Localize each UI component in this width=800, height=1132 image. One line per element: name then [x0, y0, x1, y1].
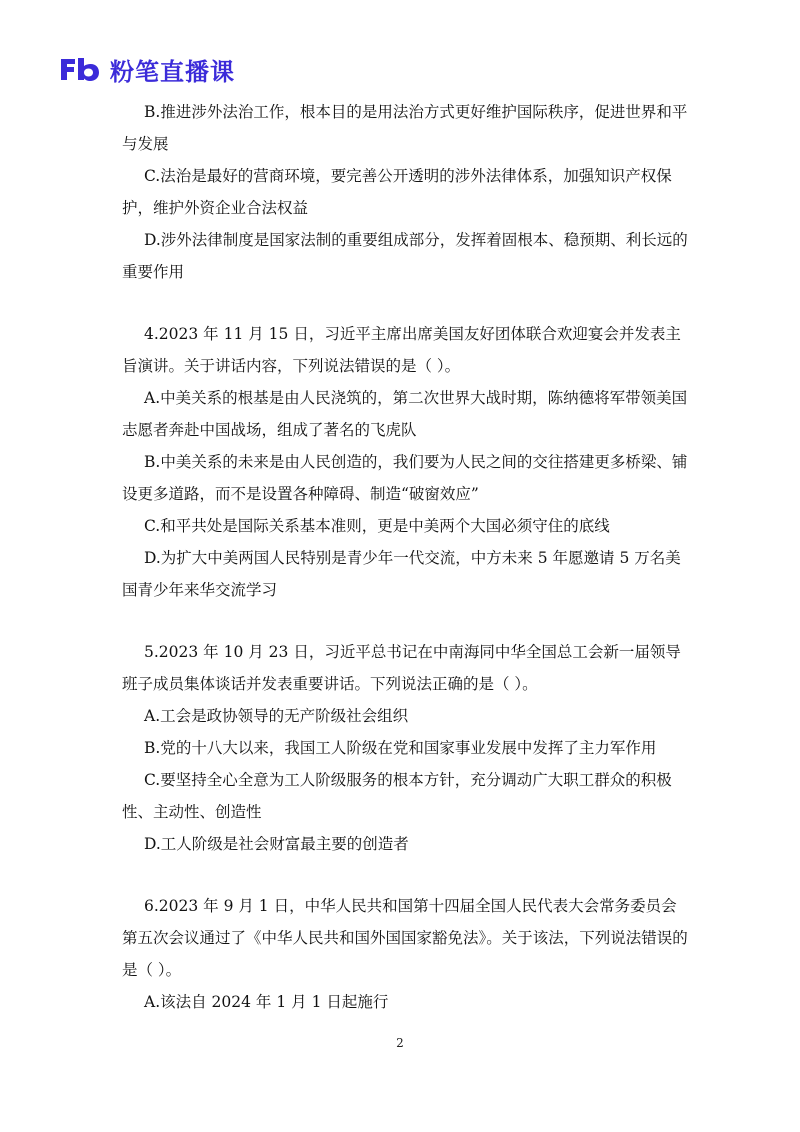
option-b: B.推进涉外法治工作，根本目的是用法治方式更好维护国际秩序，促进世界和平与发展 — [122, 103, 688, 153]
document-body — [122, 96, 692, 1018]
option-d: D.涉外法律制度是国家法制的重要组成部分，发挥着固根本、稳预期、利长远的重要作用 — [122, 231, 688, 281]
option-c: C.法治是最好的营商环境，要完善公开透明的涉外法律体系，加强知识产权保护，维护外资企业合法权益 — [122, 167, 672, 217]
question-3-continued — [122, 96, 692, 288]
brand-name: 粉笔直播课 — [110, 57, 235, 86]
option-d: D.为扩大中美两国人民特别是青少年一代交流，中方未来 5 年愿邀请 5 万名美国青少年来华交流学习 — [122, 549, 681, 599]
option-b: B.中美关系的未来是由人民创造的，我们要为人民之间的交往搭建更多桥梁、铺设更多道路，而不是设置各种障碍、制造“破窗效应” — [122, 453, 688, 503]
option-a: A.中美关系的根基是由人民浇筑的，第二次世界大战时期，陈纳德将军带领美国志愿者奔赴中国战场，组成了著名的飞虎队 — [122, 389, 688, 439]
option-a: A.工会是政协领导的无产阶级社会组织 — [144, 707, 409, 725]
option-c: C.和平共处是国际关系基本准则，更是中美两个大国必须守住的底线 — [144, 517, 610, 535]
option-c: C.要坚持全心全意为工人阶级服务的根本方针，充分调动广大职工群众的积极性、主动性、创造性 — [122, 771, 672, 821]
option-d: D.工人阶级是社会财富最主要的创造者 — [144, 835, 409, 853]
question-stem: 4.2023 年 11 月 15 日，习近平主席出席美国友好团体联合欢迎宴会并发表主旨演讲。关于讲话内容，下列说法错误的是（ ）。 — [122, 325, 681, 375]
question-6 — [122, 890, 692, 1018]
page-number: 2 — [396, 1036, 404, 1050]
question-stem: 5.2023 年 10 月 23 日，习近平总书记在中南海同中华全国总工会新一届领导班子成员集体谈话并发表重要讲话。下列说法正确的是（ ）。 — [122, 643, 681, 693]
fb-logo-icon — [58, 55, 102, 83]
page-header — [58, 52, 235, 86]
question-4 — [122, 318, 692, 606]
option-a: A.该法自 2024 年 1 月 1 日起施行 — [144, 993, 389, 1011]
option-b: B.党的十八大以来，我国工人阶级在党和国家事业发展中发挥了主力军作用 — [144, 739, 657, 757]
question-stem: 6.2023 年 9 月 1 日，中华人民共和国第十四届全国人民代表大会常务委员会第五次会议通过了《中华人民共和国外国国家豁免法》。关于该法，下列说法错误的是（ ）。 — [122, 897, 688, 979]
question-5 — [122, 636, 692, 860]
